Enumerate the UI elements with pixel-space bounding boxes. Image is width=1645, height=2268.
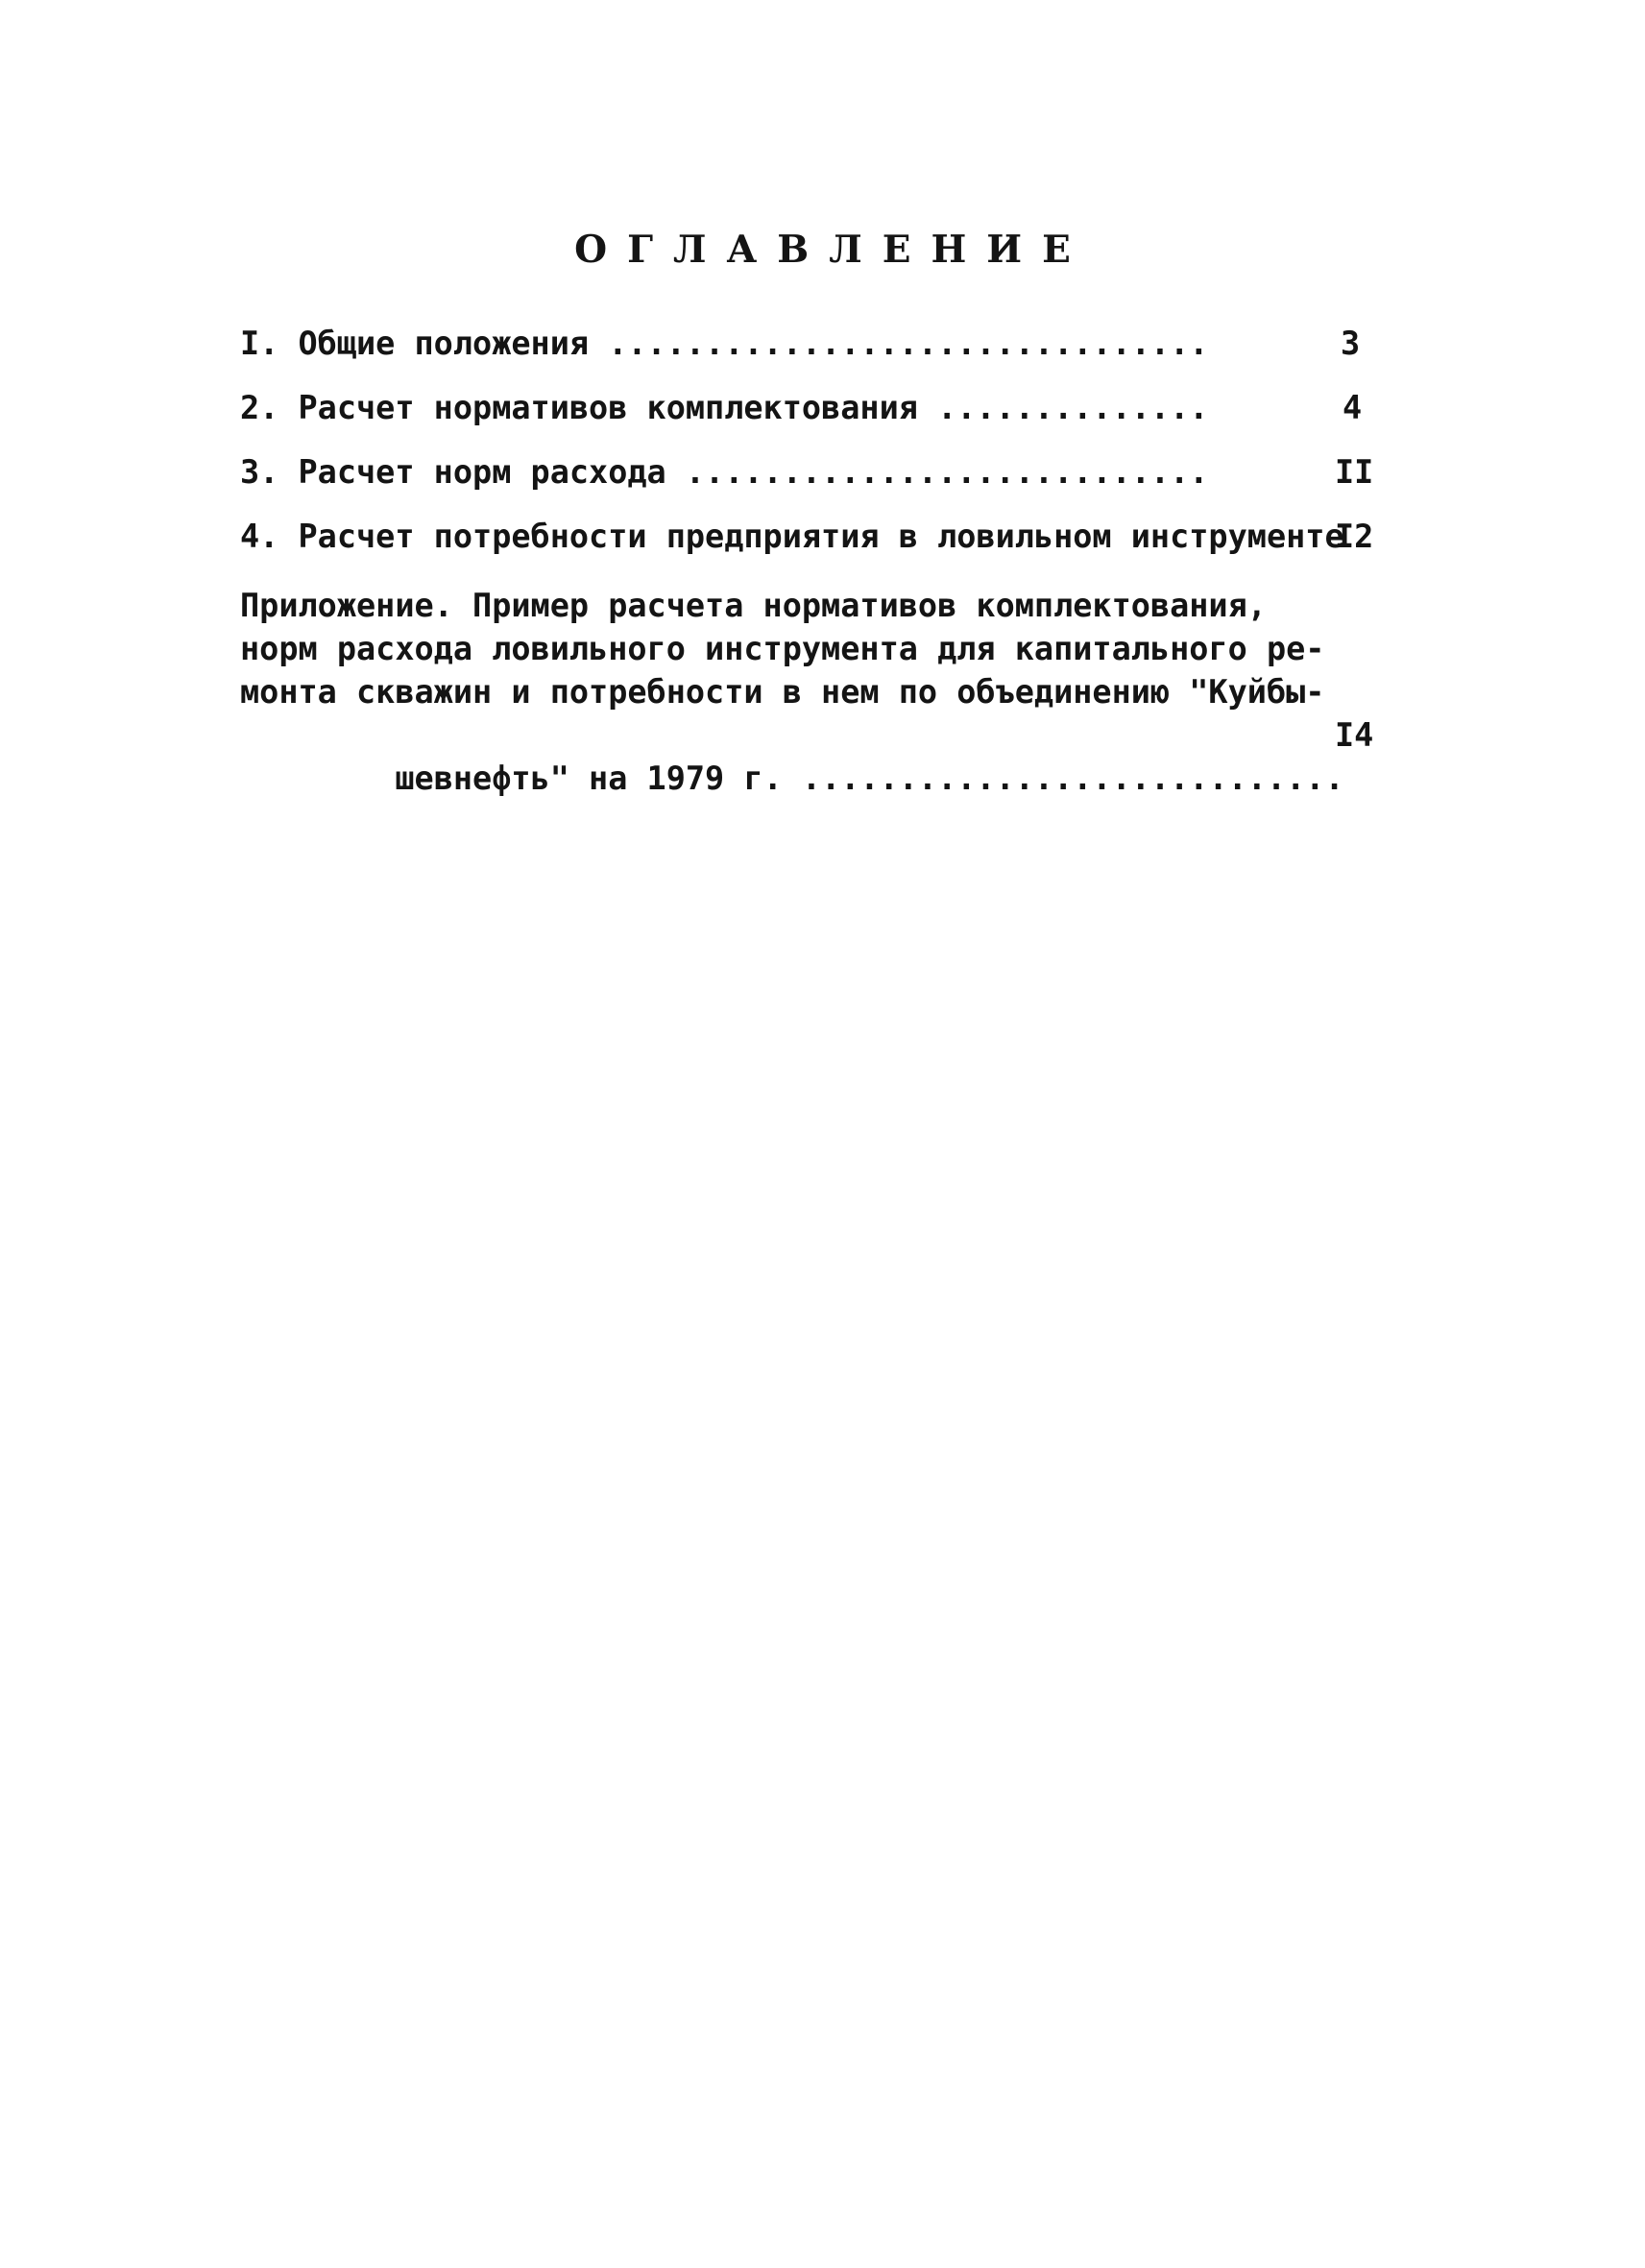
- toc-entry-text: 3. Расчет норм расхода ...........................: [240, 453, 1209, 491]
- appendix-line: Приложение. Пример расчета нормативов комплектования,: [240, 587, 1267, 624]
- toc-entry-text: 4. Расчет потребности предприятия в ловильном инструменте: [240, 518, 1344, 555]
- toc-entry-page: I4: [1335, 716, 1374, 754]
- appendix-line-text: шевнефть" на 1979 г. ............................: [395, 760, 1344, 797]
- toc-entry: [240, 453, 1392, 518]
- toc-entry-page: II: [1335, 453, 1374, 491]
- toc-entry-page: I2: [1335, 518, 1374, 555]
- toc-entry-page: 4: [1343, 389, 1363, 426]
- toc-appendix-entry: [240, 584, 1392, 797]
- toc-entry-page: 3: [1341, 325, 1361, 362]
- table-of-contents: [240, 325, 1392, 797]
- toc-entry-text: I. Общие положения ...............................: [240, 325, 1209, 362]
- appendix-line-last: [240, 713, 1392, 797]
- appendix-line: норм расхода ловильного инструмента для капитального ре-: [240, 630, 1325, 667]
- toc-entry: [240, 325, 1392, 389]
- toc-entry-text: 2. Расчет нормативов комплектования ..............: [240, 389, 1209, 426]
- page-title: ОГЛАВЛЕНИЕ: [574, 228, 1091, 272]
- toc-entry: [240, 518, 1392, 582]
- toc-entry: [240, 389, 1392, 453]
- appendix-line: монта скважин и потребности в нем по объединению "Куйбы-: [240, 673, 1325, 711]
